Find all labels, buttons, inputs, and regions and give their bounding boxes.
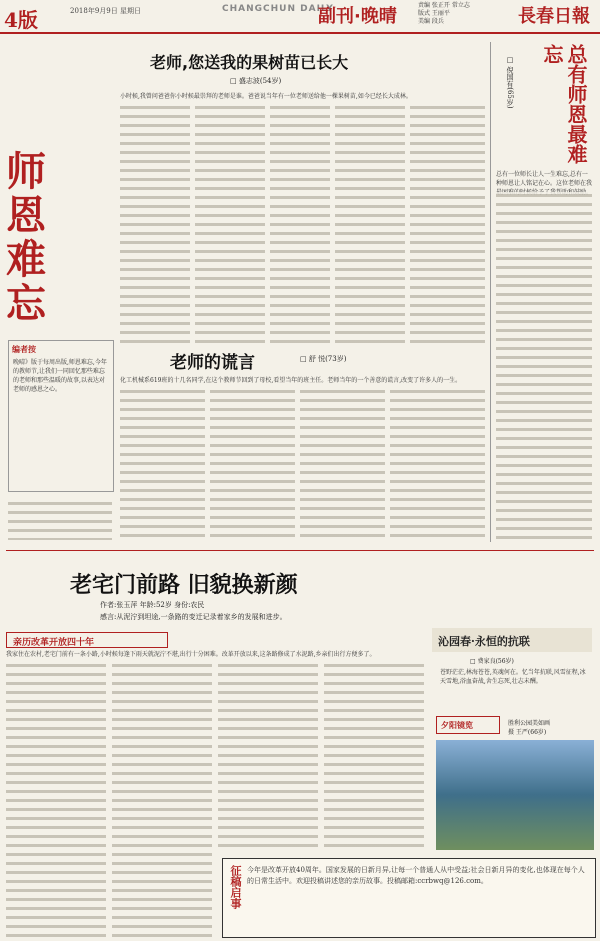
poem-text: 苍野茫茫,林海苍苍,英魂何在。忆当年抗联,风雪征程,冰天雪地,浴血奋战,舍生忘死,壮志未酬。 (440, 669, 586, 685)
article1-column (120, 104, 190, 344)
photo-caption: 胜利公园美如画 (508, 720, 551, 727)
notice-label: 征稿启事 (229, 865, 242, 909)
shiji-banner (6, 632, 168, 648)
column-divider (490, 42, 491, 542)
section-title: 副刊·晚晴 (318, 6, 397, 27)
shiji-title: 亲历改革开放四十年 (13, 638, 95, 648)
side-title: 师恩难忘 (6, 148, 46, 327)
poem-banner (432, 628, 592, 652)
right-article-lead: 总有一位师长让人一生难忘,总有一种师恩让人铭记在心。这位老师在我 (496, 171, 593, 187)
article2-column (390, 388, 485, 538)
photo-author: 摄 王严(66岁) (508, 729, 547, 736)
shiji-column (324, 662, 424, 852)
editor-note-text: 晚晴》版于每周出版,师恩难忘,今年的教师节,让我们一同回忆那些难忘的老师和那些温暖的故事,以表达对老师的感恩之心。 (13, 359, 107, 393)
shiji-column (6, 662, 106, 937)
shiji-column (112, 662, 212, 937)
notice-text: 今年是改革开放40周年。国家发展的日新月异,让每一个普通人从中受益;社会日新月异的变化,也体现在每个人的日常生活中。欢迎投稿讲述您的亲历故事。投稿邮箱:ccrbwq@126.com。 (247, 866, 585, 885)
feature-byline: 作者:张玉萍 年龄:52岁 身份:农民 (100, 601, 205, 609)
shiji-lead: 我家住在农村,老宅门前有一条小路,小时候每逢下雨天就泥泞不堪,出行十分困难。改革开放以来,这条路修成了水泥路,乡亲们出行方便多了。 (6, 651, 376, 658)
photo-title: 夕阳镜览 (441, 721, 473, 730)
shiji-column (218, 662, 318, 852)
staff-list: 责编 张正开 常立志 版式 王丽平 美编 段兵 (418, 2, 470, 25)
feature-title: 老宅门前路 旧貌换新颜 (70, 573, 298, 598)
notice-box (222, 858, 596, 938)
article1-column (410, 104, 485, 344)
article2-lead: 化工机械系619班的十几名同学,在这个教师节回到了母校,看望当年的班主任。老师当年的一个善意的谎言,改变了许多人的一生。 (120, 377, 462, 384)
right-article-title: 总有师恩最难忘 (540, 44, 588, 164)
article1-title: 老师,您送我的果树苗已长大 (150, 53, 349, 72)
park-photo (436, 740, 594, 850)
right-article-column (496, 192, 592, 542)
editor-note-column (8, 500, 112, 540)
poem-author: □ 费家良(56岁) (470, 658, 514, 665)
issue-date: 2018年9月9日 星期日 (70, 7, 141, 15)
newspaper-logo: 長春日報 (518, 6, 590, 27)
article1-column (270, 104, 330, 344)
daily-name: CHANGCHUN DAILY (222, 4, 334, 14)
feature-desc: 感言:从泥泞到坦途,一条路的变迁记录着家乡的发展和进步。 (100, 613, 287, 621)
article1-column (195, 104, 265, 344)
article2-column (210, 388, 295, 538)
editor-note-box (8, 340, 114, 492)
section-divider (6, 550, 594, 551)
article2-title: 老师的谎言 (170, 353, 255, 373)
article1-column (335, 104, 405, 344)
article2-column (120, 388, 205, 538)
poem-title: 沁园春·永恒的抗联 (438, 635, 530, 648)
page-number: 4版 (4, 8, 38, 32)
right-article-author: □ 倪国有(65岁) (506, 56, 514, 109)
article1-lead: 小时候,我曾问爸爸你小时候最崇拜的老师是谁。爸爸说当年有一位老师送给他一棵果树苗,如今已经长大成林。 (120, 93, 412, 100)
editor-note-label: 编者按 (12, 345, 36, 354)
article1-author: □ 盛志波(54岁) (230, 77, 282, 85)
photo-banner (436, 716, 500, 734)
article2-author: □ 舒 悦(73岁) (300, 355, 347, 363)
article2-column (300, 388, 385, 538)
